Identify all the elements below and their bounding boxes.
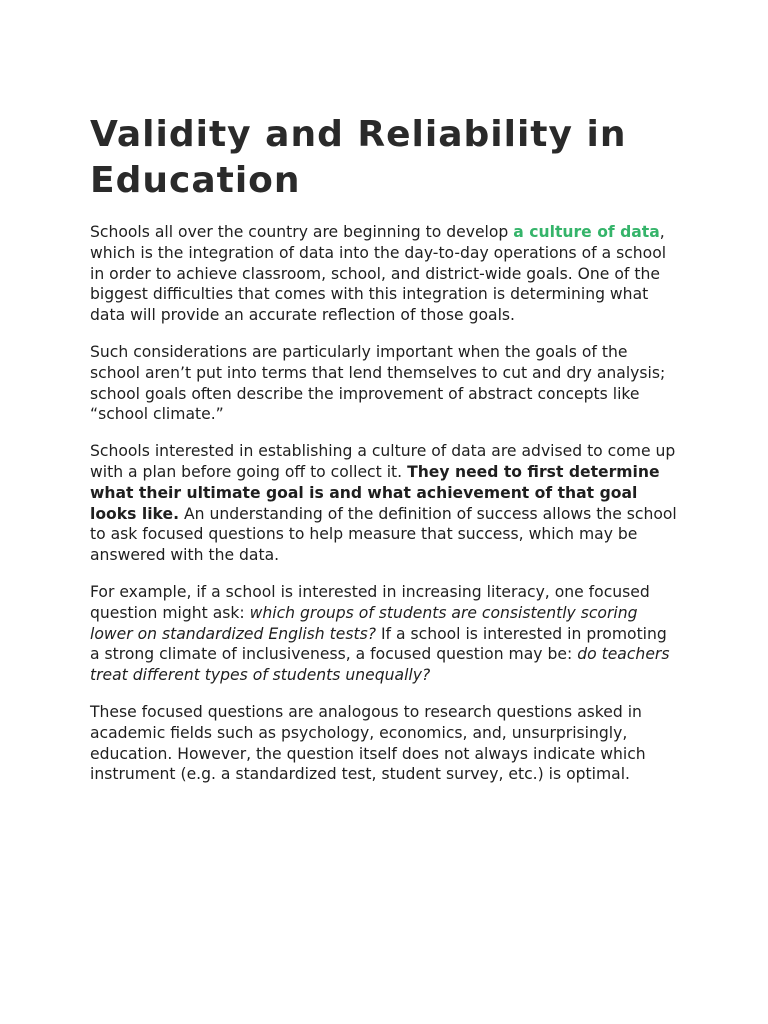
paragraph-4 [90, 582, 680, 686]
paragraph-3-text-start: Schools interested in establishing a culture of data are advised to come up with a plan before going off to collect it. [90, 442, 676, 481]
paragraph-3-text-end: An understanding of the definition of success allows the school to ask focused questions to help measure that success, which may be answered with the data. [90, 504, 677, 565]
paragraph-3 [90, 441, 680, 566]
paragraph-1-text-start: Schools all over the country are beginning to develop [90, 223, 514, 241]
page-title: Validity and Reliability in Education [90, 114, 627, 201]
paragraph-3-bold-text: They need to first determine what their ultimate goal is and what achievement of that goal looks like. [90, 462, 660, 523]
paragraph-4-text-start: For example, if a school is interested in increasing literacy, one focused question might ask: [90, 582, 650, 622]
paragraph-4-italic-question-2: do teachers treat different types of students unequally? [90, 645, 670, 685]
paragraph-2: Such considerations are particularly important when the goals of the school aren’t put into terms that lend themselves to cut and dry analysis; school goals often describe the improvement of abstract concepts like “school climate.” [90, 342, 666, 424]
paragraph-1 [90, 222, 680, 326]
paragraph-4-text-middle: If a school is interested in promoting a strong climate of inclusiveness, a focused question may be: [90, 624, 667, 664]
paragraph-5: These focused questions are analogous to research questions asked in academic fields such as psychology, economics, and, unsurprisingly, education. However, the question itself does not always indicate which instrument (e.g. a standardized test, student survey, etc.) is optimal. [90, 702, 646, 784]
culture-of-data-link[interactable]: a culture of data [513, 223, 660, 241]
paragraph-1-text-end: , which is the integration of data into the day-to-day operations of a school in order to achieve classroom, school, and district-wide goals. One of the biggest difficulties that comes with this integration is determining what data will provide an accurate reflection of those goals. [90, 223, 667, 325]
paragraph-4-italic-question-1: which groups of students are consistently scoring lower on standardized English tests? [90, 603, 638, 643]
document-page [90, 112, 680, 801]
